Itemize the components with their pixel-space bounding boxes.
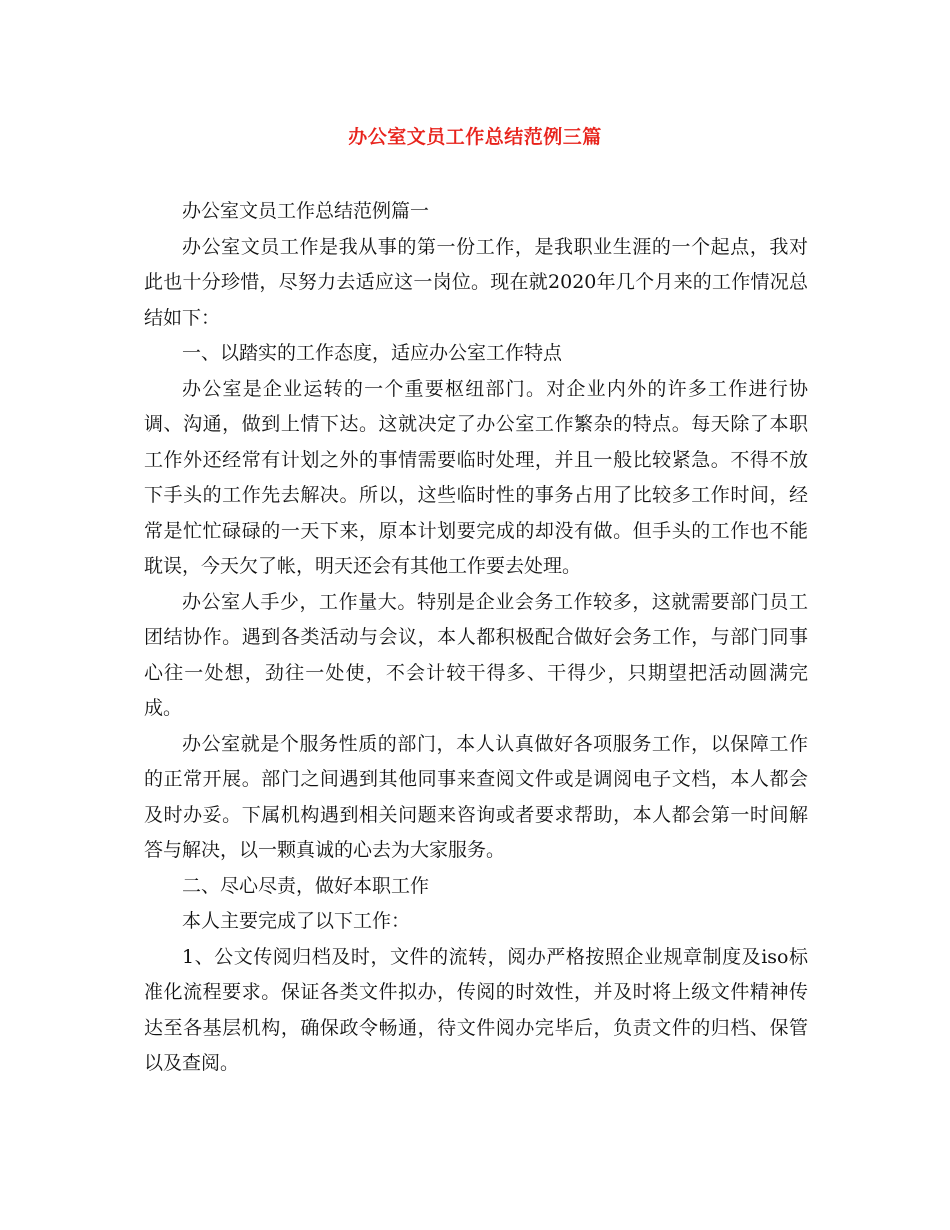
document-body <box>144 194 808 1082</box>
paragraph-office-hub: 办公室是企业运转的一个重要枢纽部门。对企业内外的许多工作进行协调、沟通，做到上情下达。这就决定了办公室工作繁杂的特点。每天除了本职工作外还经常有计划之外的事情需要临时处理，并且一般比较紧急。不得不放下手头的工作先去解决。所以，这些临时性的事务占用了比较多工作时间，经常是忙忙碌碌的一天下来，原本计划要完成的却没有做。但手头的工作也不能耽误，今天欠了帐，明天还会有其他工作要去处理。 <box>144 377 808 577</box>
paragraph-work-list-intro: 本人主要完成了以下工作： <box>182 910 411 932</box>
paragraph-item-one: 1、公文传阅归档及时，文件的流转，阅办严格按照企业规章制度及iso标准化流程要求。保证各类文件拟办，传阅的时效性，并及时将上级文件精神传达至各基层机构，确保政令畅通，待文件阅办完毕后，负责文件的归档、保管以及查阅。 <box>144 945 808 1074</box>
paragraph-heading-one: 一、以踏实的工作态度，适应办公室工作特点 <box>182 342 563 364</box>
paragraph-service: 办公室就是个服务性质的部门，本人认真做好各项服务工作，以保障工作的正常开展。部门之间遇到其他同事来查阅文件或是调阅电子文档，本人都会及时办妥。下属机构遇到相关问题来咨询或者要求帮助，本人都会第一时间解答与解决，以一颗真诚的心去为大家服务。 <box>144 732 808 861</box>
paragraph-section-heading: 办公室文员工作总结范例篇一 <box>182 200 430 222</box>
paragraph-intro: 办公室文员工作是我从事的第一份工作，是我职业生涯的一个起点，我对此也十分珍惜，尽努力去适应这一岗位。现在就2020年几个月来的工作情况总结如下： <box>144 235 808 329</box>
document-title: 办公室文员工作总结范例三篇 <box>348 126 602 148</box>
paragraph-heading-two: 二、尽心尽责，做好本职工作 <box>182 874 430 897</box>
paragraph-teamwork: 办公室人手少，工作量大。特别是企业会务工作较多，这就需要部门员工团结协作。遇到各类活动与会议，本人都积极配合做好会务工作，与部门同事心往一处想，劲往一处使，不会计较干得多、干得少，只期望把活动圆满完成。 <box>144 590 808 719</box>
